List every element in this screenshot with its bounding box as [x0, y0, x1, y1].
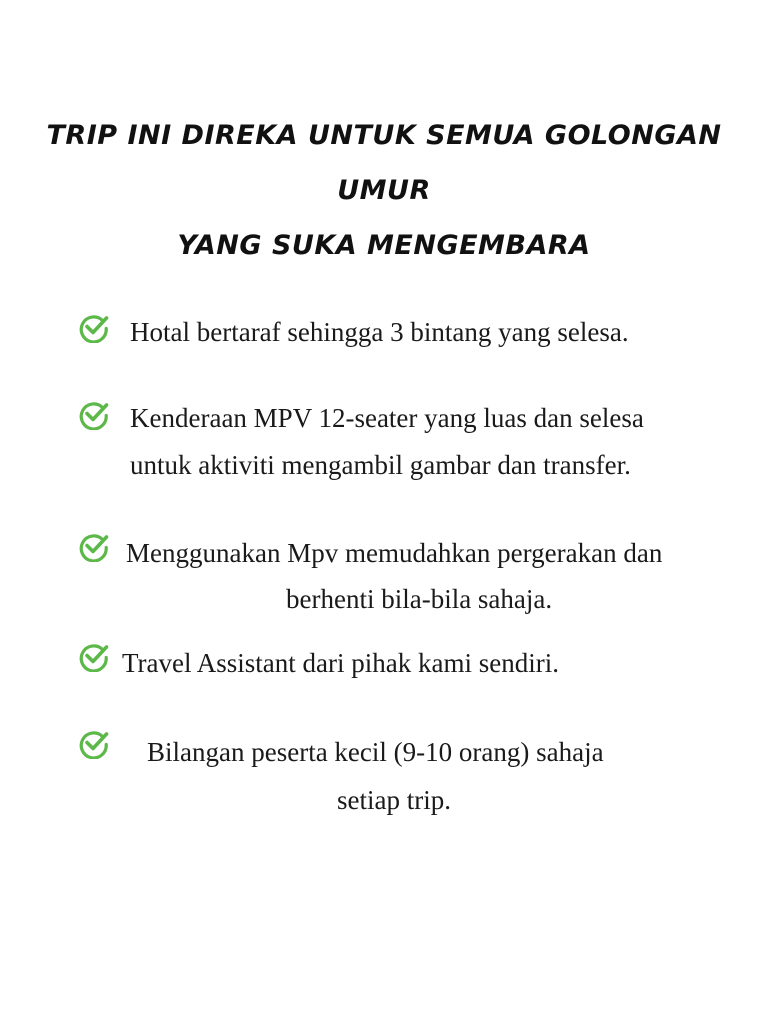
check-circle-icon — [78, 640, 110, 672]
check-circle-icon — [78, 530, 110, 562]
check-circle-icon — [78, 311, 110, 343]
feature-2-line-2: untuk aktiviti mengambil gambar dan transfer. — [130, 450, 631, 480]
check-circle-icon — [78, 727, 110, 759]
check-circle-icon — [78, 398, 110, 430]
title-line-2: YANG SUKA MENGEMBARA — [177, 230, 591, 261]
title-line-1: TRIP INI DIREKA UNTUK SEMUA GOLONGAN UMUR — [46, 120, 722, 206]
feature-4-line-1: Travel Assistant dari pihak kami sendiri. — [122, 648, 559, 678]
feature-3-line-2: berhenti bila-bila sahaja. — [286, 584, 553, 614]
feature-3-line-1: Menggunakan Mpv memudahkan pergerakan dan — [126, 538, 663, 568]
page-title — [0, 108, 768, 273]
feature-2-line-1: Kenderaan MPV 12-seater yang luas dan selesa — [130, 403, 644, 433]
feature-5-line-2: setiap trip. — [337, 785, 451, 815]
feature-5-line-1: Bilangan peserta kecil (9-10 orang) sahaja — [147, 737, 604, 767]
feature-1-line-1: Hotal bertaraf sehingga 3 bintang yang selesa. — [130, 317, 629, 347]
